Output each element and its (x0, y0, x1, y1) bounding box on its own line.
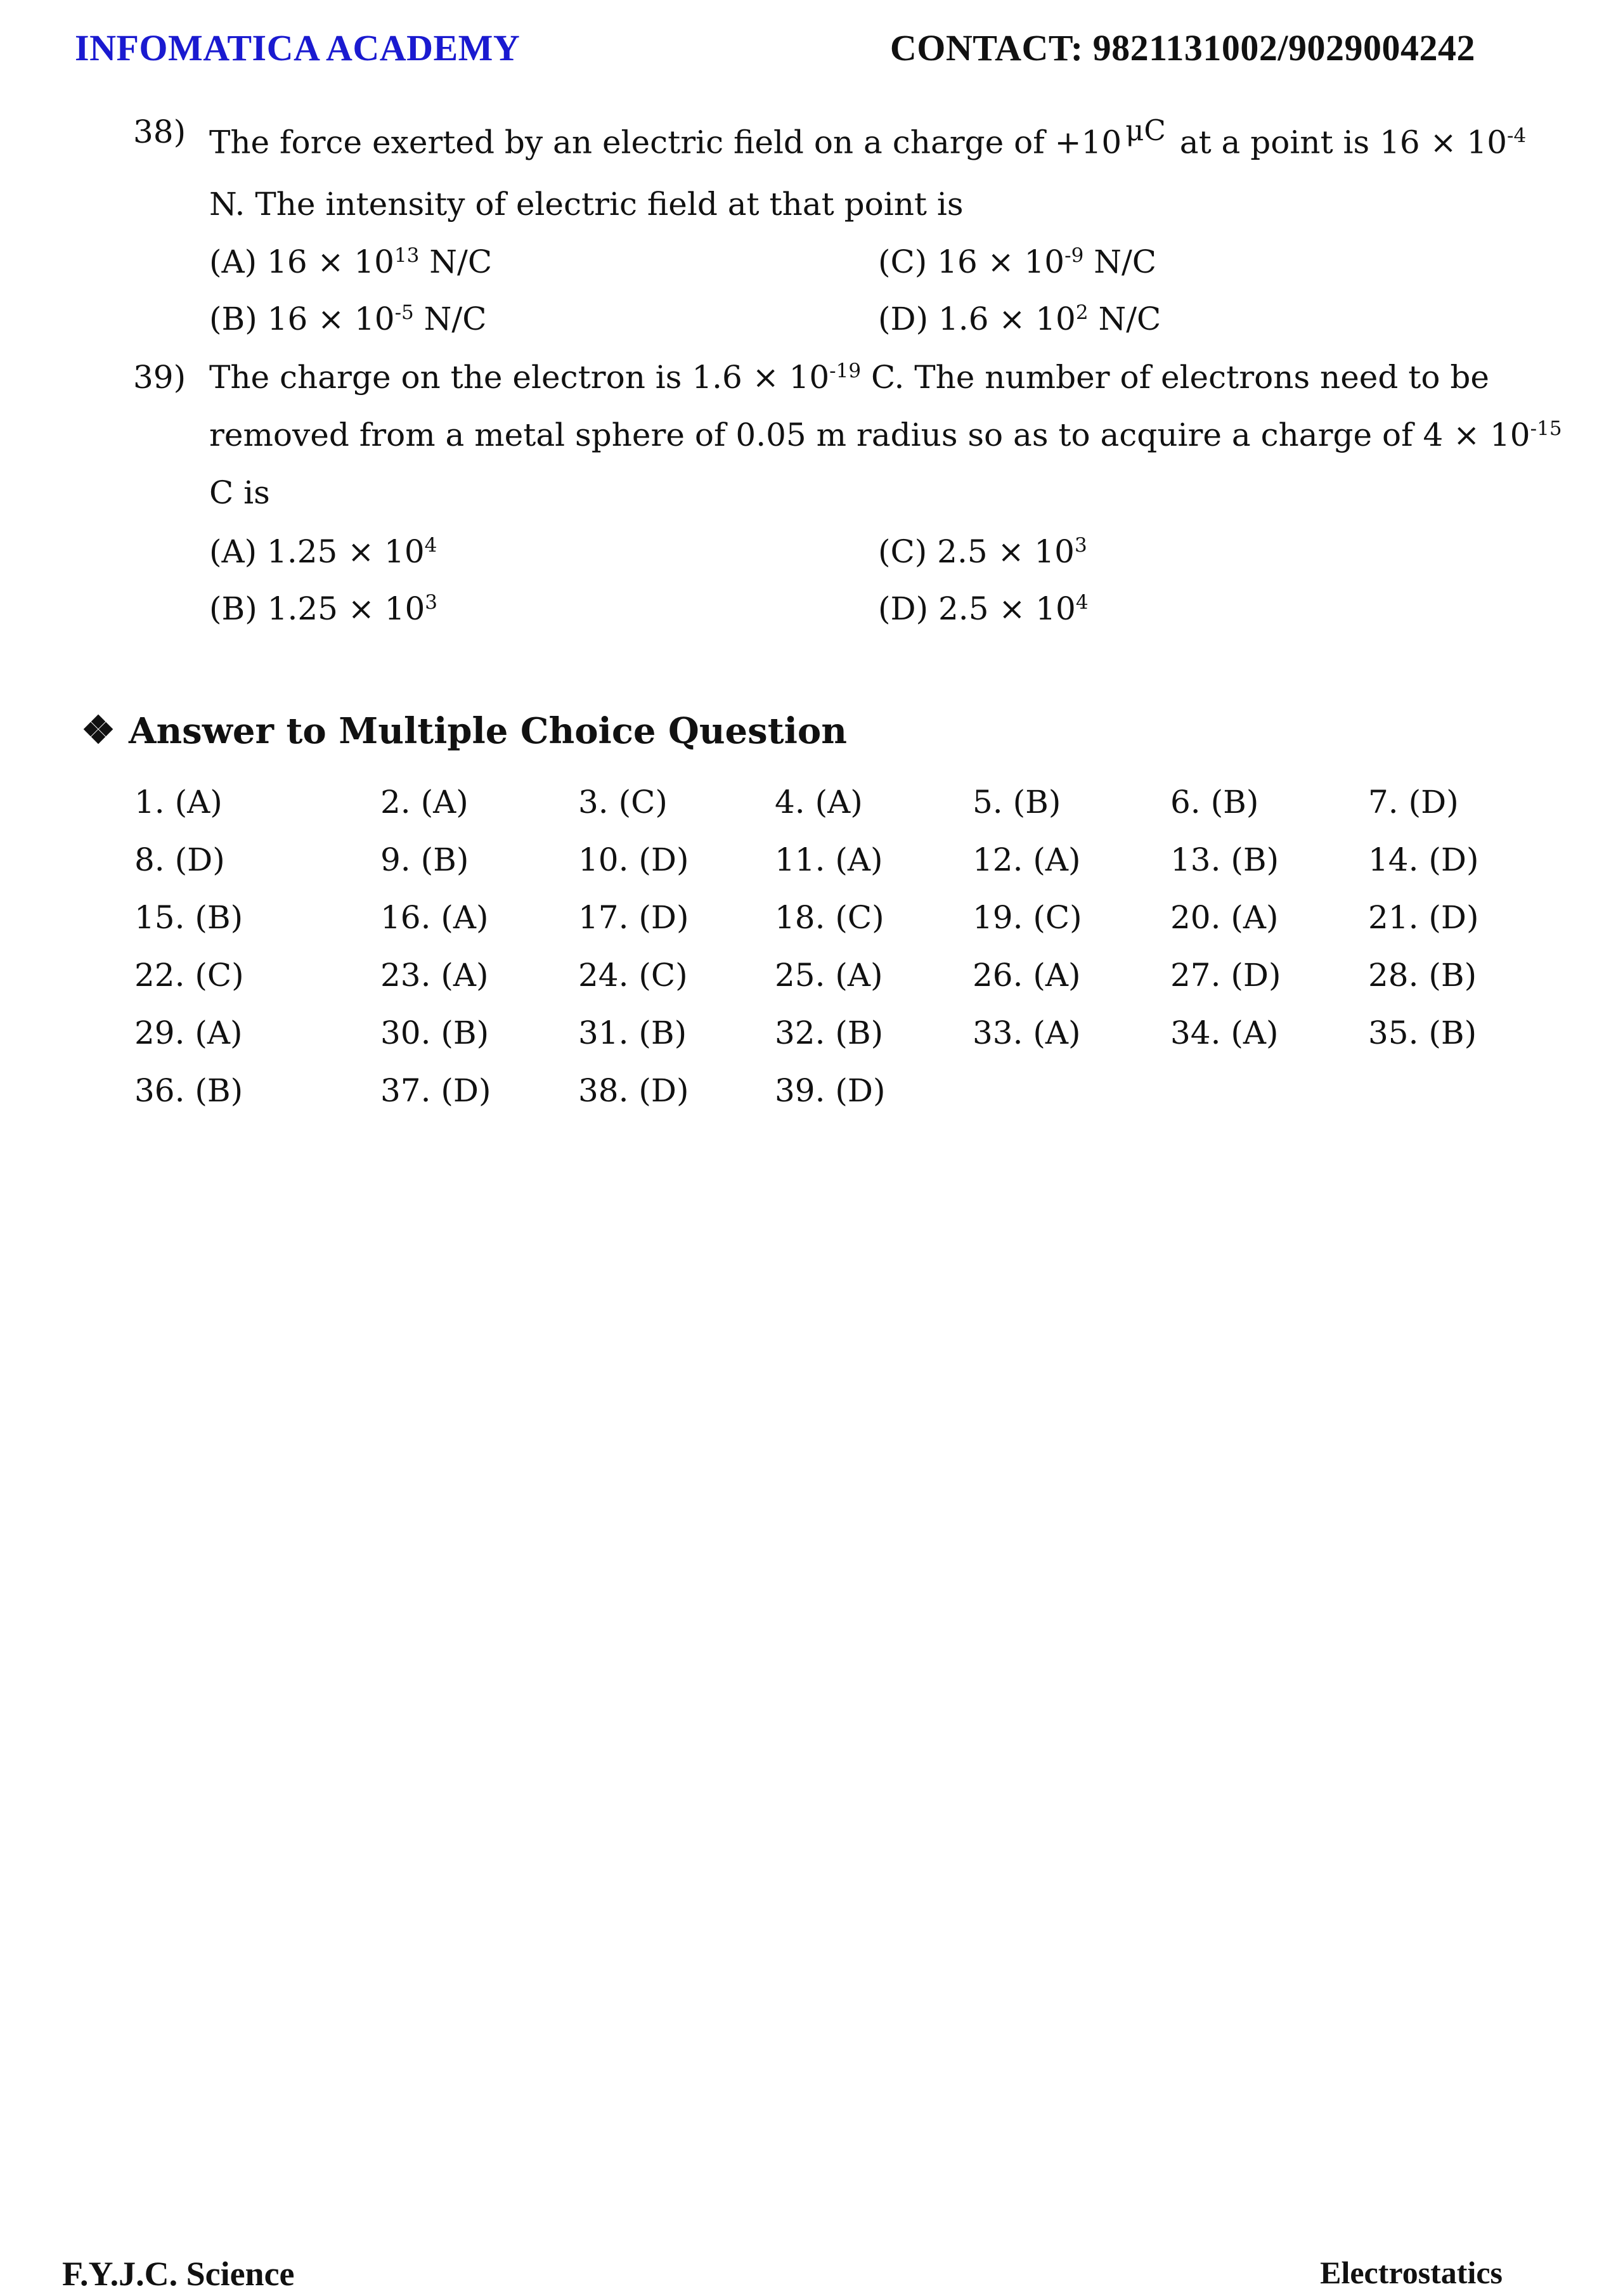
answer-item: 36. (B) (134, 1072, 243, 1109)
option-d: (D) $2.5 \times 10^4$ (878, 590, 1089, 627)
answer-item: 18. (C) (775, 899, 884, 936)
question-number: 38) (133, 114, 186, 150)
answer-item: 9. (B) (380, 841, 469, 878)
answer-item: 4. (A) (775, 784, 863, 820)
answer-section-heading: Answer to Multiple Choice Question (86, 710, 847, 752)
footer-chapter: Electrostatics (1320, 2255, 1503, 2290)
answer-item: 6. (B) (1170, 784, 1259, 820)
question-text: The force exerted by an electric field on a charge of +10 μC at a point is $16 \times 10^{-4}$ (209, 114, 1527, 161)
answer-item: 30. (B) (380, 1015, 489, 1051)
answer-item: 26. (A) (973, 957, 1081, 994)
answer-item: 31. (B) (578, 1015, 687, 1051)
micro-coulomb-unit: μC (1125, 114, 1166, 147)
answer-item: 8. (D) (134, 841, 225, 878)
answer-item: 15. (B) (134, 899, 243, 936)
answer-item: 27. (D) (1170, 957, 1281, 994)
answer-item: 38. (D) (578, 1072, 689, 1109)
answer-item: 29. (A) (134, 1015, 243, 1051)
question-text-end: C is (209, 474, 270, 511)
contact-info: CONTACT: 9821131002/9029004242 (889, 27, 1475, 68)
option-b: (B) $1.25 \times 10^3$ (209, 590, 438, 627)
question-number: 39) (133, 359, 186, 396)
answer-item: 10. (D) (578, 841, 689, 878)
answer-item: 21. (D) (1368, 899, 1479, 936)
answer-item: 17. (D) (578, 899, 689, 936)
answer-item: 32. (B) (775, 1015, 884, 1051)
answer-item: 13. (B) (1170, 841, 1279, 878)
answer-item: 24. (C) (578, 957, 688, 994)
option-c: (C) $2.5 \times 10^3$ (878, 533, 1087, 570)
answer-item: 5. (B) (973, 784, 1061, 820)
answer-item: 23. (A) (380, 957, 489, 994)
question-text: The charge on the electron is $1.6 \times 10^{-19}$ C. The number of electrons need to be (209, 359, 1489, 396)
answer-item: 34. (A) (1170, 1015, 1279, 1051)
answer-item: 3. (C) (578, 784, 668, 820)
answer-item: 37. (D) (380, 1072, 491, 1109)
footer-course: F.Y.J.C. Science (62, 2255, 295, 2293)
answer-item: 14. (D) (1368, 841, 1479, 878)
answer-item: 25. (A) (775, 957, 883, 994)
answer-item: 35. (B) (1368, 1015, 1477, 1051)
answer-item: 16. (A) (380, 899, 489, 936)
option-a: (A) $16 \times 10^{13}$ N/C (209, 243, 493, 280)
diamond-bullet-icon (86, 717, 111, 742)
answer-item: 7. (D) (1368, 784, 1459, 820)
answer-item: 33. (A) (973, 1015, 1081, 1051)
answer-item: 12. (A) (973, 841, 1081, 878)
question-text-continued: removed from a metal sphere of 0.05 m radius so as to acquire a charge of $4 \times 10^{-15}$ (209, 417, 1562, 453)
answer-item: 20. (A) (1170, 899, 1279, 936)
answer-item: 39. (D) (775, 1072, 886, 1109)
answer-item: 1. (A) (134, 784, 223, 820)
answer-item: 22. (C) (134, 957, 244, 994)
option-d: (D) $1.6 \times 10^2$ N/C (878, 301, 1161, 337)
answer-item: 28. (B) (1368, 957, 1477, 994)
option-c: (C) $16 \times 10^{-9}$ N/C (878, 243, 1157, 280)
academy-name: INFOMATICA ACADEMY (75, 27, 521, 68)
answer-item: 11. (A) (775, 841, 883, 878)
answer-item: 2. (A) (380, 784, 469, 820)
question-text-continued: N. The intensity of electric field at that point is (209, 186, 964, 223)
option-a: (A) $1.25 \times 10^4$ (209, 533, 437, 570)
option-b: (B) $16 \times 10^{-5}$ N/C (209, 301, 487, 337)
answer-item: 19. (C) (973, 899, 1082, 936)
